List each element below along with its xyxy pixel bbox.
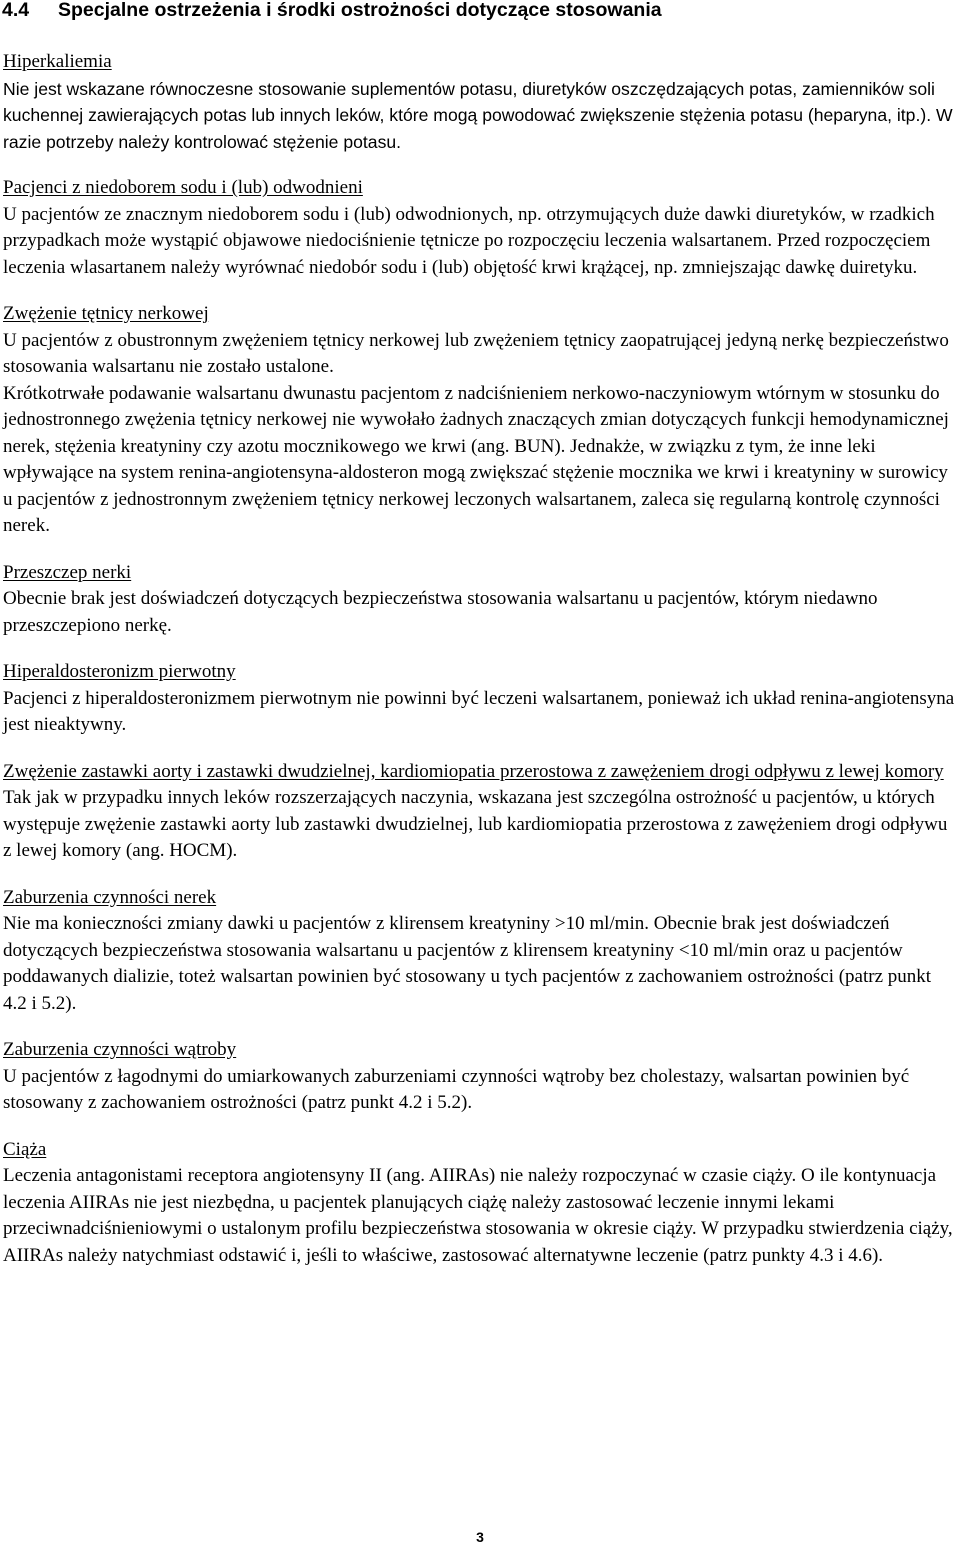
section-heading: Ciąża xyxy=(3,1138,47,1160)
section-paragraph: Pacjenci z hiperaldosteronizmem pierwotnym nie powinni być leczeni walsartanem, ponieważ ich układ renina-angiotensyna jest nieaktywny. xyxy=(3,687,955,735)
sections-container xyxy=(3,49,957,1289)
section xyxy=(3,49,957,155)
section-heading: Zwężenie tętnicy nerkowej xyxy=(3,303,209,324)
section-paragraph: U pacjentów z obustronnym zwężeniem tętnicy nerkowej lub zwężeniem tętnicy zaopatrującej jedyną nerkę bezpieczeństwo stosowania walsartanu nie zostało ustalone. xyxy=(3,329,949,377)
section-title-text: Specjalne ostrzeżenia i środki ostrożności dotyczące stosowania xyxy=(58,0,662,21)
section-paragraph: U pacjentów z łagodnymi do umiarkowanych zaburzeniami czynności wątroby bez cholestazy, walsartan powinien być stosowany z zachowaniem ostrożności (patrz punkt 4.2 i 5.2). xyxy=(3,1065,910,1113)
section xyxy=(3,659,957,739)
section-paragraph: Krótkotrwałe podawanie walsartanu dwunastu pacjentom z nadciśnieniem nerkowo-naczyniowym wtórnym w stosunku do jednostronnego zwężenia tętnicy nerkowej nie wywołało żadnych znaczących zmian dotyczących funkcji hemodynamicznej nerek, stężenia kreatyniny czy azotu mocznikowego we krwi (ang. BUN). Jednakże, w związku z tym, że inne leki wpływające na system renina-angiotensyna-aldosteron mogą zwiększać stężenie mocznika we krwi i kreatyniny w surowicy u pacjentów z jednostronnym zwężeniem tętnicy nerkowej leczonych walsartanem, zaleca się regularną kontrolę czynności nerek. xyxy=(3,382,949,536)
section-heading: Zaburzenia czynności nerek xyxy=(3,886,217,908)
section-heading: Hiperaldosteronizm pierwotny xyxy=(3,661,236,682)
section-heading: Hiperkaliemia xyxy=(3,51,112,72)
section xyxy=(3,175,957,281)
section-paragraph: Obecnie brak jest doświadczeń dotyczących bezpieczeństwa stosowania walsartanu u pacjentów, którym niedawno przeszczepiono nerkę. xyxy=(3,588,878,636)
section xyxy=(3,1037,957,1117)
section-paragraph: Nie jest wskazane równoczesne stosowanie suplementów potasu, diuretyków oszczędzających potas, zamienników soli kuchennej zawierających potas lub innych leków, które mogą powodować zwiększenie stężenia potasu (heparyna, itp.). W razie potrzeby należy kontrolować stężenie potasu. xyxy=(3,78,953,152)
section-paragraph: Tak jak w przypadku innych leków rozszerzających naczynia, wskazana jest szczególna ostrożność u pacjentów, u których występuje zwężenie zastawki aorty lub zastawki dwudzielnej, lub kardiomiopatia przerostowa z zawężeniem drogi odpływu z lewej komory (ang. HOCM). xyxy=(3,787,948,861)
section-heading: Pacjenci z niedoborem sodu i (lub) odwodnieni xyxy=(3,177,363,198)
section xyxy=(3,885,957,1018)
section-paragraph: Nie ma konieczności zmiany dawki u pacjentów z klirensem kreatyniny >10 ml/min. Obecnie brak jest doświadczeń dotyczących bezpieczeństwa stosowania walsartanu u pacjentów z klirensem kreatyniny <10 ml/min oraz u pacjentów poddawanych dializie, toteż walsartan powinien być stosowany u tych pacjentów z zachowaniem ostrożności (patrz punkt 4.2 i 5.2). xyxy=(3,913,932,1014)
section-heading: Zaburzenia czynności wątroby xyxy=(3,1039,237,1060)
section-heading: Przeszczep nerki xyxy=(3,561,132,583)
section-title xyxy=(0,0,960,22)
section xyxy=(3,560,957,640)
page-number: 3 xyxy=(476,1529,484,1545)
section-paragraph: Leczenia antagonistami receptora angiotensyny II (ang. AIIRAs) nie należy rozpoczynać w czasie ciąży. O ile kontynuacja leczenia AIIRAs nie jest niezbędna, u pacjentek planujących ciążę należy zastosować leczenie innymi lekami przeciwnadciśnieniowymi o ustalonym profilu bezpieczeństwa stosowania w okresie ciąży. W przypadku stwierdzenia ciąży, AIIRAs należy natychmiast odstawić i, jeśli to właściwe, zastosować alternatywne leczenie (patrz punkty 4.3 i 4.6). xyxy=(3,1165,953,1266)
section xyxy=(3,759,957,865)
section-number: 4.4 xyxy=(2,0,30,21)
section-paragraph: U pacjentów ze znacznym niedoborem sodu i (lub) odwodnionych, np. otrzymujących duże dawki diuretyków, w rzadkich przypadkach może wystąpić objawowe niedociśnienie tętnicze po rozpoczęciu leczenia walsartanem. Przed rozpoczęciem leczenia wlasartanem należy wyrównać niedobór sodu i (lub) objętość krwi krążącej, np. zmniejszając dawkę duiretyku. xyxy=(3,203,935,278)
section-heading: Zwężenie zastawki aorty i zastawki dwudzielnej, kardiomiopatia przerostowa z zawężeniem drogi odpływu z lewej komory xyxy=(3,760,944,782)
section xyxy=(3,1137,957,1270)
section xyxy=(3,301,957,540)
